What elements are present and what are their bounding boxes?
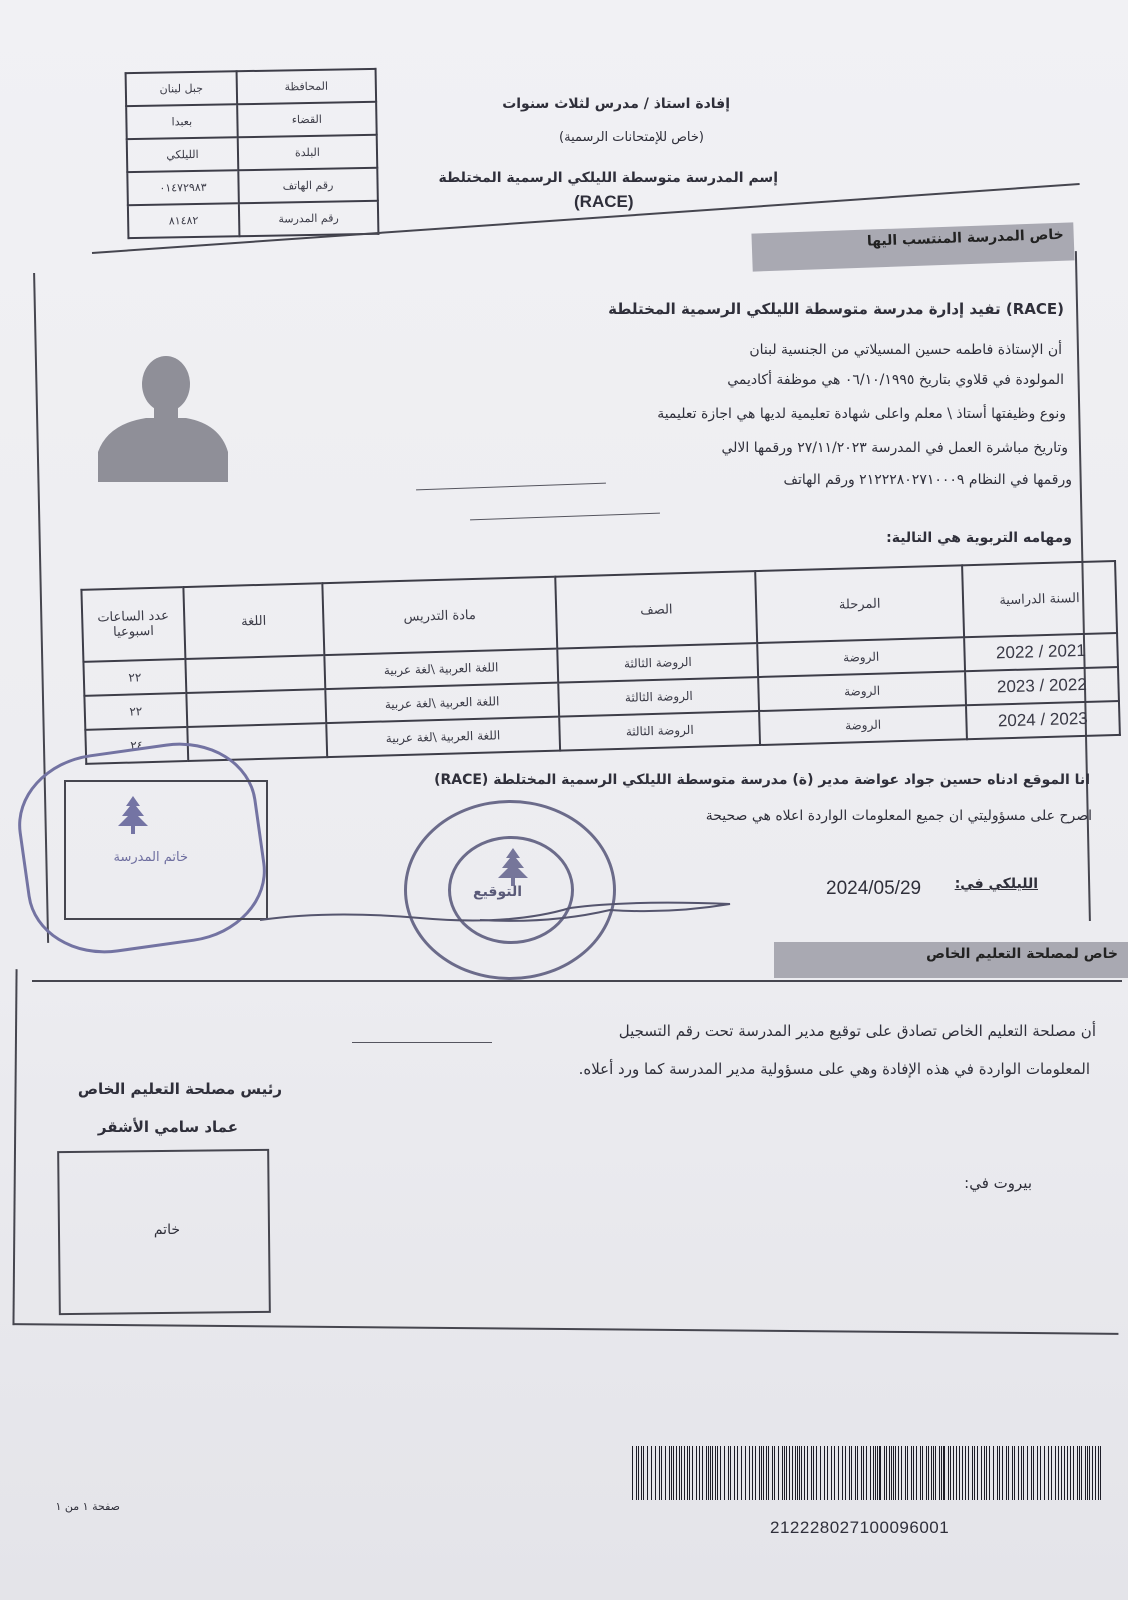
barcode-bar xyxy=(968,1446,969,1500)
barcode-bar xyxy=(965,1446,966,1500)
info-row xyxy=(128,201,379,238)
signature-scribble-icon xyxy=(250,880,750,940)
barcode-bar xyxy=(1100,1446,1101,1500)
barcode-bar xyxy=(801,1446,802,1500)
ministry-section-top-line xyxy=(32,980,1122,982)
barcode-bar xyxy=(1085,1446,1086,1500)
barcode-bar xyxy=(665,1446,666,1500)
barcode-bar xyxy=(877,1446,878,1500)
barcode-bar xyxy=(687,1446,688,1500)
barcode-bar xyxy=(873,1446,874,1500)
barcode-bar xyxy=(842,1446,843,1500)
document-title: إفادة استاذ / مدرس لثلاث سنوات xyxy=(502,96,730,112)
barcode-bar xyxy=(1070,1446,1071,1500)
barcode-bar xyxy=(984,1446,985,1500)
barcode-bar xyxy=(774,1446,775,1500)
barcode-bar xyxy=(673,1446,674,1500)
barcode-bar xyxy=(1027,1446,1028,1500)
barcode-bar xyxy=(1044,1446,1045,1500)
barcode-bar xyxy=(1077,1446,1078,1500)
barcode-bar xyxy=(789,1446,790,1500)
section-bar-school: خاص المدرسة المنتسب اليها xyxy=(751,222,1074,271)
barcode-bar xyxy=(655,1446,656,1500)
table-cell: ٢٢ xyxy=(83,659,186,696)
ministry-statement-line1: أن مصلحة التعليم الخاص تصادق على توقيع مدير المدرسة تحت رقم التسجيل xyxy=(618,1022,1096,1040)
barcode-bar xyxy=(870,1446,871,1500)
barcode-bar xyxy=(811,1446,812,1500)
teacher-system-line: ورقمها في النظام ٢١٢٢٢٨٠٢٧١٠٠٠٩ ورقم الهاتف xyxy=(783,472,1072,488)
section-bar-ministry: خاص لمصلحة التعليم الخاص xyxy=(774,942,1128,978)
barcode-bar xyxy=(849,1446,850,1500)
table-cell: 2023 / 2024 xyxy=(966,701,1120,739)
barcode-bar xyxy=(795,1446,796,1500)
barcode-bar xyxy=(1014,1446,1015,1500)
info-row xyxy=(126,69,377,106)
barcode-bar xyxy=(647,1446,648,1500)
info-row xyxy=(127,168,378,205)
barcode-bar xyxy=(1095,1446,1096,1500)
declaration-place: الليلكي في: xyxy=(954,876,1038,892)
barcode-bar xyxy=(824,1446,825,1500)
barcode-bar xyxy=(807,1446,808,1500)
table-cell: الروضة الثالثة xyxy=(557,643,758,683)
table-header-cell: السنة الدراسية xyxy=(962,561,1117,637)
barcode-bar xyxy=(956,1446,957,1500)
barcode-bar xyxy=(1002,1446,1003,1500)
barcode-bar xyxy=(651,1446,652,1500)
barcode-bar xyxy=(931,1446,932,1500)
barcode-bar xyxy=(689,1446,690,1500)
cedar-icon xyxy=(108,794,158,836)
duties-heading: ومهامه التربوية هي التالية: xyxy=(886,530,1072,546)
barcode-bar xyxy=(679,1446,680,1500)
info-value: ٠١٤٧٢٩٨٣ xyxy=(127,170,238,205)
school-name-line: إسم المدرسة متوسطة الليلكي الرسمية المختلطة xyxy=(438,170,778,186)
info-value: بعبدا xyxy=(126,104,237,139)
info-row xyxy=(127,135,378,172)
barcode-bar xyxy=(692,1446,693,1500)
info-row xyxy=(126,102,377,139)
barcode-bar xyxy=(1055,1446,1056,1500)
barcode-bar xyxy=(1006,1446,1007,1500)
barcode-bar xyxy=(943,1446,945,1500)
barcode-bar xyxy=(643,1446,644,1500)
barcode-bar xyxy=(676,1446,677,1500)
barcode-bar xyxy=(730,1446,731,1500)
head-name: عماد سامي الأشقر xyxy=(97,1118,238,1136)
barcode-bar xyxy=(986,1446,987,1500)
table-cell: اللغة العربية \لغة عربية xyxy=(325,683,559,723)
barcode-bar xyxy=(928,1446,929,1500)
barcode-bar xyxy=(752,1446,753,1500)
barcode-bar xyxy=(891,1446,892,1500)
barcode-bar xyxy=(935,1446,936,1500)
barcode-bar xyxy=(962,1446,963,1500)
barcode-bar xyxy=(922,1446,923,1500)
barcode-bar xyxy=(827,1446,828,1500)
barcode-bar xyxy=(972,1446,973,1500)
barcode-bar xyxy=(981,1446,982,1500)
barcode-bar xyxy=(1087,1446,1088,1500)
barcode-bar xyxy=(939,1446,940,1500)
barcode-bar xyxy=(804,1446,805,1500)
table-cell: ٢٢ xyxy=(84,693,187,730)
barcode-bar xyxy=(861,1446,862,1500)
ministry-statement-line2: المعلومات الواردة في هذه الإفادة وهي على مسؤولية مدير المدرسة كما ورد أعلاه. xyxy=(578,1060,1090,1078)
barcode-bar xyxy=(884,1446,885,1500)
table-header-cell: مادة التدريس xyxy=(322,577,557,655)
barcode-bar xyxy=(636,1446,637,1500)
barcode-bar xyxy=(851,1446,852,1500)
barcode-bar xyxy=(816,1446,817,1500)
barcode-bar xyxy=(1067,1446,1068,1500)
barcode-bar xyxy=(799,1446,800,1500)
barcode-bar xyxy=(933,1446,934,1500)
barcode-bar xyxy=(886,1446,887,1500)
info-label: البلدة xyxy=(238,135,378,170)
document-subtitle: (خاص للإمتحانات الرسمية) xyxy=(559,130,704,145)
barcode xyxy=(632,1446,1108,1500)
barcode-bar xyxy=(838,1446,839,1500)
info-label: رقم المدرسة xyxy=(239,201,379,236)
teacher-job-line: ونوع وظيفتها أستاذ \ معلم واعلى شهادة تعليمية لديها هي اجازة تعليمية xyxy=(657,406,1066,422)
barcode-bar xyxy=(1073,1446,1074,1500)
barcode-bar xyxy=(671,1446,672,1500)
barcode-bar xyxy=(706,1446,707,1500)
barcode-bar xyxy=(941,1446,942,1500)
table-cell: الروضة الثالثة xyxy=(558,677,759,717)
page-number: صفحة ١ من ١ xyxy=(55,1500,120,1513)
barcode-bar xyxy=(661,1446,662,1500)
barcode-bar xyxy=(749,1446,750,1500)
table-header-cell: عدد الساعات اسبوعيا xyxy=(81,587,185,662)
barcode-bar xyxy=(857,1446,858,1500)
barcode-bar xyxy=(834,1446,835,1500)
barcode-bar xyxy=(845,1446,846,1500)
barcode-bar xyxy=(1018,1446,1019,1500)
barcode-bar xyxy=(1037,1446,1038,1500)
barcode-bar xyxy=(999,1446,1000,1500)
barcode-bar xyxy=(974,1446,975,1500)
ministry-place: بيروت في: xyxy=(964,1174,1032,1192)
barcode-bar xyxy=(699,1446,700,1500)
barcode-bar xyxy=(641,1446,642,1500)
barcode-bar xyxy=(702,1446,703,1500)
barcode-bar xyxy=(797,1446,798,1500)
barcode-bar xyxy=(875,1446,876,1500)
barcode-bar xyxy=(1021,1446,1022,1500)
barcode-bar xyxy=(717,1446,718,1500)
barcode-bar xyxy=(710,1446,711,1500)
school-code: (RACE) xyxy=(574,192,634,211)
info-label: المحافظة xyxy=(236,69,376,104)
declaration-date: 2024/05/29 xyxy=(826,878,922,899)
person-silhouette-icon xyxy=(98,352,228,482)
barcode-bar xyxy=(893,1446,894,1500)
barcode-bar xyxy=(920,1446,921,1500)
barcode-bar xyxy=(1079,1446,1080,1500)
barcode-bar xyxy=(907,1446,908,1500)
table-header-cell: المرحلة xyxy=(756,565,964,643)
barcode-bar xyxy=(889,1446,890,1500)
barcode-bar xyxy=(901,1446,902,1500)
barcode-bar xyxy=(855,1446,856,1500)
barcode-bar xyxy=(684,1446,685,1500)
barcode-bar xyxy=(1081,1446,1082,1500)
barcode-bar xyxy=(782,1446,783,1500)
teacher-birth-line: المولودة في قلاوي بتاريخ ٠٦/١٠/١٩٩٥ هي موظفة أكاديمي xyxy=(727,372,1064,388)
table-cell xyxy=(186,689,326,727)
barcode-bar xyxy=(913,1446,914,1500)
barcode-bar xyxy=(989,1446,990,1500)
barcode-bar xyxy=(866,1446,867,1500)
barcode-bar xyxy=(948,1446,949,1500)
table-cell: 2021 / 2022 xyxy=(964,633,1118,671)
info-value: الليلكي xyxy=(127,137,238,172)
barcode-bar xyxy=(977,1446,978,1500)
barcode-bar xyxy=(696,1446,697,1500)
table-cell: الروضة xyxy=(758,637,965,677)
barcode-bar xyxy=(724,1446,725,1500)
barcode-bar xyxy=(669,1446,670,1500)
barcode-bar xyxy=(1023,1446,1024,1500)
barcode-bar xyxy=(911,1446,912,1500)
table-cell: الروضة xyxy=(759,671,966,711)
barcode-bar xyxy=(863,1446,864,1500)
info-value: جبل لبنان xyxy=(126,71,237,106)
barcode-bar xyxy=(898,1446,899,1500)
ministry-stamp-label: خاتم xyxy=(153,1222,180,1238)
barcode-bar xyxy=(786,1446,787,1500)
director-declaration-line2: اصرح على مسؤوليتي ان جميع المعلومات الواردة اعلاه هي صحيحة xyxy=(705,808,1092,824)
table-cell: الروضة الثالثة xyxy=(559,711,760,751)
info-value: ٨١٤٨٢ xyxy=(128,203,239,238)
barcode-bar xyxy=(681,1446,682,1500)
barcode-bar xyxy=(638,1446,639,1500)
barcode-bar xyxy=(1064,1446,1065,1500)
barcode-bar xyxy=(792,1446,793,1500)
barcode-bar xyxy=(1098,1446,1099,1500)
barcode-bar xyxy=(959,1446,960,1500)
info-label: القضاء xyxy=(237,102,377,137)
info-label: رقم الهاتف xyxy=(238,168,378,203)
barcode-bar xyxy=(1092,1446,1093,1500)
barcode-bar xyxy=(784,1446,785,1500)
barcode-bar xyxy=(916,1446,917,1500)
barcode-bar xyxy=(1033,1446,1034,1500)
seal-label: خاتم المدرسة xyxy=(113,850,188,865)
registration-number-blank xyxy=(352,1042,492,1043)
barcode-bar xyxy=(728,1446,729,1500)
barcode-bar xyxy=(1031,1446,1032,1500)
table-header-cell: الصف xyxy=(555,571,757,649)
barcode-bar xyxy=(1012,1446,1013,1500)
head-title: رئيس مصلحة التعليم الخاص xyxy=(77,1080,282,1098)
barcode-bar xyxy=(895,1446,896,1500)
barcode-bar xyxy=(1051,1446,1052,1500)
signature-label: التوقيع xyxy=(473,884,522,900)
barcode-bar xyxy=(763,1446,764,1500)
barcode-bar xyxy=(734,1446,735,1500)
director-declaration-line1: انا الموقع ادناه حسين جواد عواضة مدير (ة) مدرسة متوسطة الليلكي الرسمية المختلطة (RACE) xyxy=(434,772,1090,788)
school-info-table xyxy=(125,68,380,239)
barcode-bar xyxy=(745,1446,746,1500)
barcode-bar xyxy=(1048,1446,1049,1500)
teaching-table xyxy=(80,560,1121,765)
barcode-bar xyxy=(632,1446,633,1500)
barcode-bar xyxy=(778,1446,779,1500)
barcode-bar xyxy=(905,1446,906,1500)
barcode-bar xyxy=(712,1446,713,1500)
barcode-bar xyxy=(993,1446,994,1500)
barcode-bar xyxy=(820,1446,821,1500)
teacher-name-line: أن الإستاذة فاطمه حسين المسيلاتي من الجنسية لبنان xyxy=(749,342,1062,358)
barcode-bar xyxy=(766,1446,767,1500)
barcode-bar xyxy=(761,1446,762,1500)
barcode-bar xyxy=(879,1446,881,1500)
barcode-bar xyxy=(755,1446,756,1500)
barcode-bar xyxy=(997,1446,998,1500)
table-cell: 2022 / 2023 xyxy=(965,667,1119,705)
barcode-bar xyxy=(1061,1446,1062,1500)
table-cell xyxy=(185,655,325,693)
school-declaration-line1: (RACE) تفيد إدارة مدرسة متوسطة الليلكي الرسمية المختلطة xyxy=(608,300,1064,318)
barcode-bar xyxy=(768,1446,769,1500)
barcode-bar xyxy=(813,1446,814,1500)
barcode-bar xyxy=(759,1446,760,1500)
barcode-bar xyxy=(737,1446,738,1500)
table-cell: اللغة العربية \لغة عربية xyxy=(324,649,558,689)
barcode-bar xyxy=(772,1446,773,1500)
barcode-bar xyxy=(1008,1446,1009,1500)
table-cell: اللغة العربية \لغة عربية xyxy=(326,717,560,757)
barcode-bar xyxy=(715,1446,716,1500)
barcode-number: 212228027100096001 xyxy=(770,1518,950,1537)
barcode-bar xyxy=(741,1446,742,1500)
barcode-bar xyxy=(831,1446,832,1500)
barcode-bar xyxy=(1058,1446,1059,1500)
barcode-bar xyxy=(926,1446,927,1500)
table-header-cell: اللغة xyxy=(183,583,324,659)
barcode-bar xyxy=(720,1446,721,1500)
barcode-bar xyxy=(1089,1446,1090,1500)
teacher-start-line: وتاريخ مباشرة العمل في المدرسة ٢٧/١١/٢٠٢٣ ورقمها الالي xyxy=(721,440,1068,456)
barcode-bar xyxy=(953,1446,954,1500)
barcode-bar xyxy=(659,1446,660,1500)
barcode-bar xyxy=(950,1446,951,1500)
barcode-bar xyxy=(708,1446,709,1500)
table-cell: الروضة xyxy=(759,705,966,745)
table-cell: ٢٤ xyxy=(85,727,188,764)
barcode-bar xyxy=(1040,1446,1041,1500)
